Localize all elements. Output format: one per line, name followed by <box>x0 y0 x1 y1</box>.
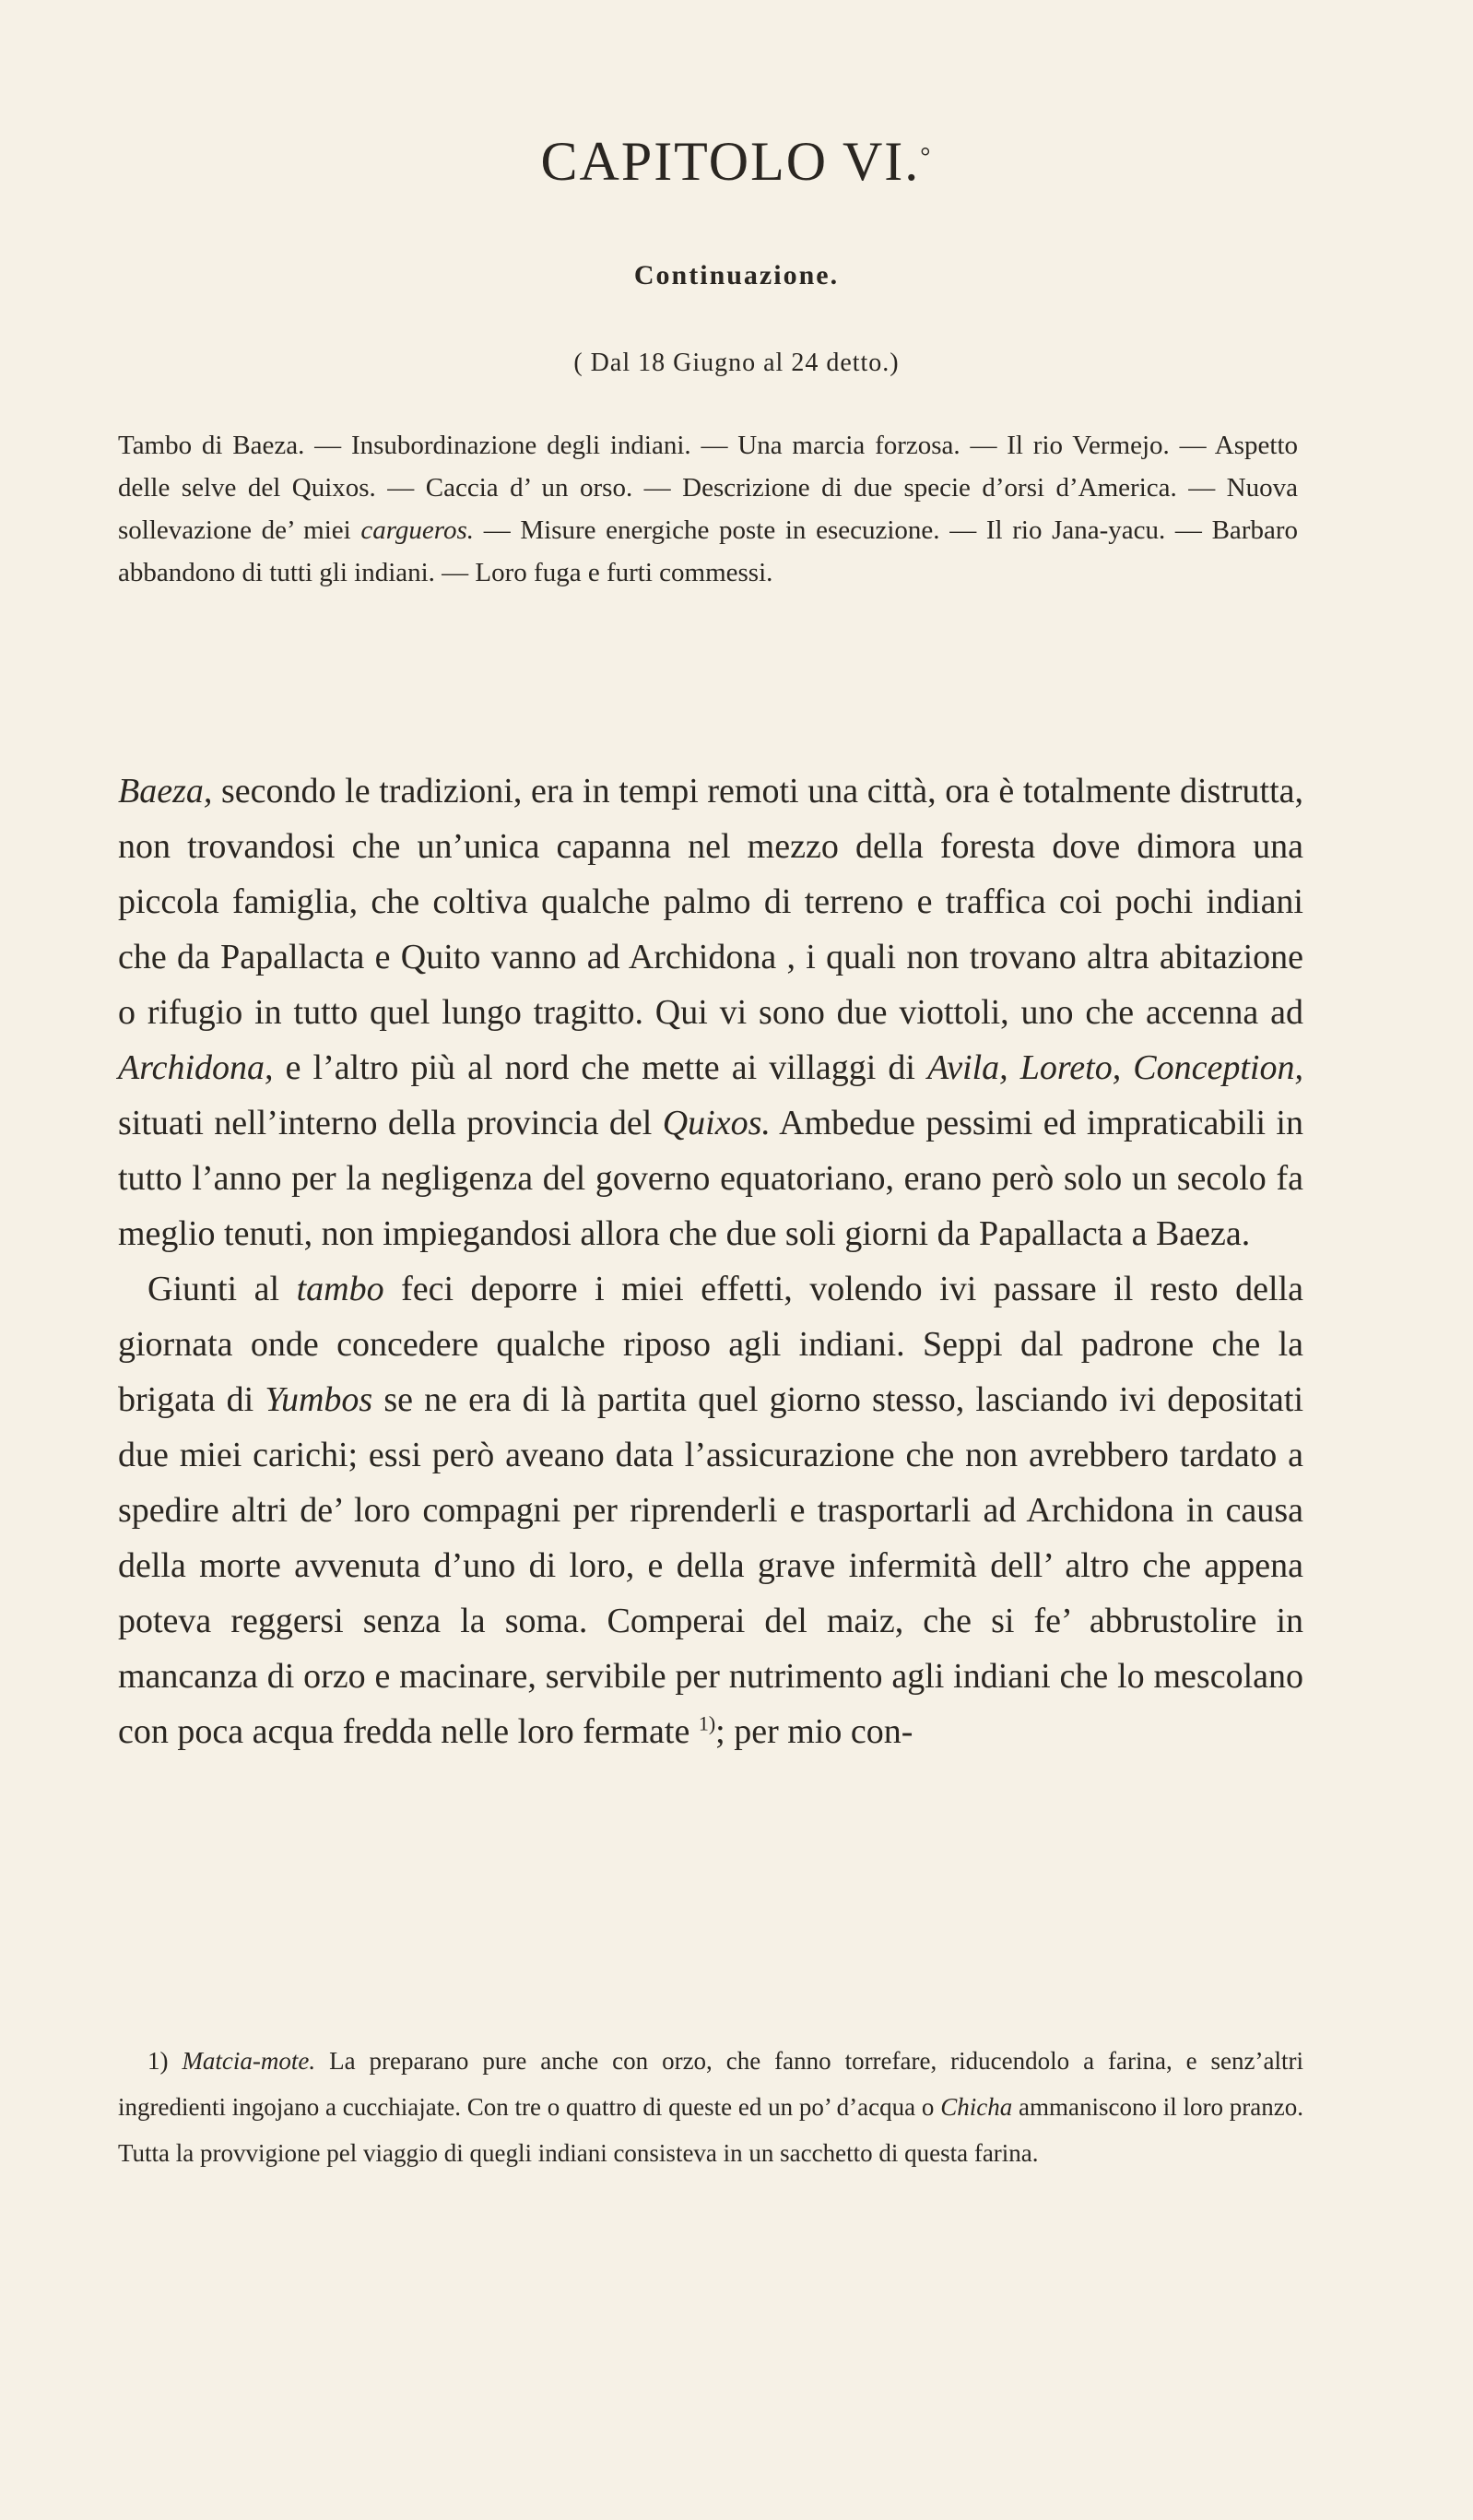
p2-text-3: se ne era di là partita quel giorno stesso, lasciando ivi depositati due miei carichi; essi però aveano data l’assicurazione che non avrebbero tardato a spedire altri de’ loro compagni per riprenderli e trasportarli ad Archidona in causa della morte avvenuta d’uno di loro, e della grave infermità dell’ altro che appena poteva reggersi senza la soma. Comperai del maiz, che si fe’ abbrustolire in mancanza di orzo e macinare, servibile per nutrimento agli indiani che lo mescolano con poca acqua fredda nelle loro fermate <box>118 1380 1303 1751</box>
summary-text-2: — Misure energiche poste in esecuzione. — Il rio Jana-yacu. — Barbaro abbandono di tutti gli indiani. — Loro fuga e furti commessi. <box>118 515 1298 587</box>
p1-italic-archidona: Archidona, <box>118 1048 274 1087</box>
p1-italic-baeza: Baeza, <box>118 772 213 810</box>
p1-text-3: situati nell’interno della provincia del <box>118 1104 663 1142</box>
summary-text-1: Tambo di Baeza. — Insubordinazione degli indiani. — Una marcia forzosa. — Il rio Vermejo. — Aspetto delle selve del Quixos. — Caccia d’ un orso. — Descrizione di due specie d’orsi d’America. — Nuova sollevazione de’ miei <box>118 431 1298 545</box>
chapter-title <box>0 129 1473 194</box>
footnote-italic-matcia-mote: Matcia-mote. <box>182 2047 316 2075</box>
chapter-subtitle: Continuazione. <box>633 260 840 290</box>
footnote <box>118 2038 1303 2176</box>
paragraph-2 <box>118 1261 1303 1759</box>
paragraph-1 <box>118 763 1303 1261</box>
chapter-summary <box>118 424 1298 594</box>
p2-italic-tambo: tambo <box>296 1270 384 1308</box>
p2-text-4: ; per mio con- <box>715 1712 913 1751</box>
p1-text-4: Ambedue pessimi ed impraticabili in tutto l’anno per la negligenza del governo equatoriano, erano però solo un secolo fa meglio tenuti, non impiegandosi allora che due soli giorni da Papallacta a Baeza. <box>118 1104 1303 1253</box>
chapter-date-range: ( Dal 18 Giugno al 24 detto.) <box>573 349 900 377</box>
footnote-text-2: ammaniscono il loro pranzo. Tutta la provvigione pel viaggio di quegli indiani consisteva in un sacchetto di questa farina. <box>118 2093 1304 2167</box>
p2-italic-yumbos: Yumbos <box>265 1380 373 1419</box>
chapter-title-mark: ° <box>920 143 933 172</box>
p1-text-2: e l’altro più al nord che mette ai villaggi di <box>273 1048 928 1087</box>
footnote-reference[interactable]: 1) <box>698 1711 716 1735</box>
chapter-title-text: CAPITOLO VI. <box>540 131 921 192</box>
footnote-italic-chicha: Chicha <box>940 2093 1013 2121</box>
main-text <box>118 763 1303 1759</box>
summary-italic-cargueros: cargueros. <box>360 515 475 545</box>
p2-text-1: Giunti al <box>147 1270 297 1308</box>
footnote-text-1: La preparano pure anche con orzo, che fanno torrefare, riducendolo a farina, e senz’altri ingredienti ingojano a cucchiajate. Con tre o quattro di queste ed un po’ d’acqua o <box>118 2047 1303 2121</box>
p1-text-1: secondo le tradizioni, era in tempi remoti una città, ora è totalmente distrutta, non trovandosi che un’unica capanna nel mezzo della foresta dove dimora una piccola famiglia, che coltiva qualche palmo di terreno e traffica coi pochi indiani che da Papallacta e Quito vanno ad Archidona , i quali non trovano altra abitazione o rifugio in tutto quel lungo tragitto. Qui vi sono due viottoli, uno che accenna ad <box>118 772 1303 1032</box>
footnote-number: 1) <box>147 2047 169 2075</box>
p1-italic-quixos: Quixos. <box>662 1104 771 1142</box>
p1-italic-villages: Avila, Loreto, Conception, <box>927 1048 1303 1087</box>
p2-text-2: feci deporre i miei effetti, volendo ivi passare il resto della giornata onde concedere qualche riposo agli indiani. Seppi dal padrone che la brigata di <box>118 1270 1303 1419</box>
